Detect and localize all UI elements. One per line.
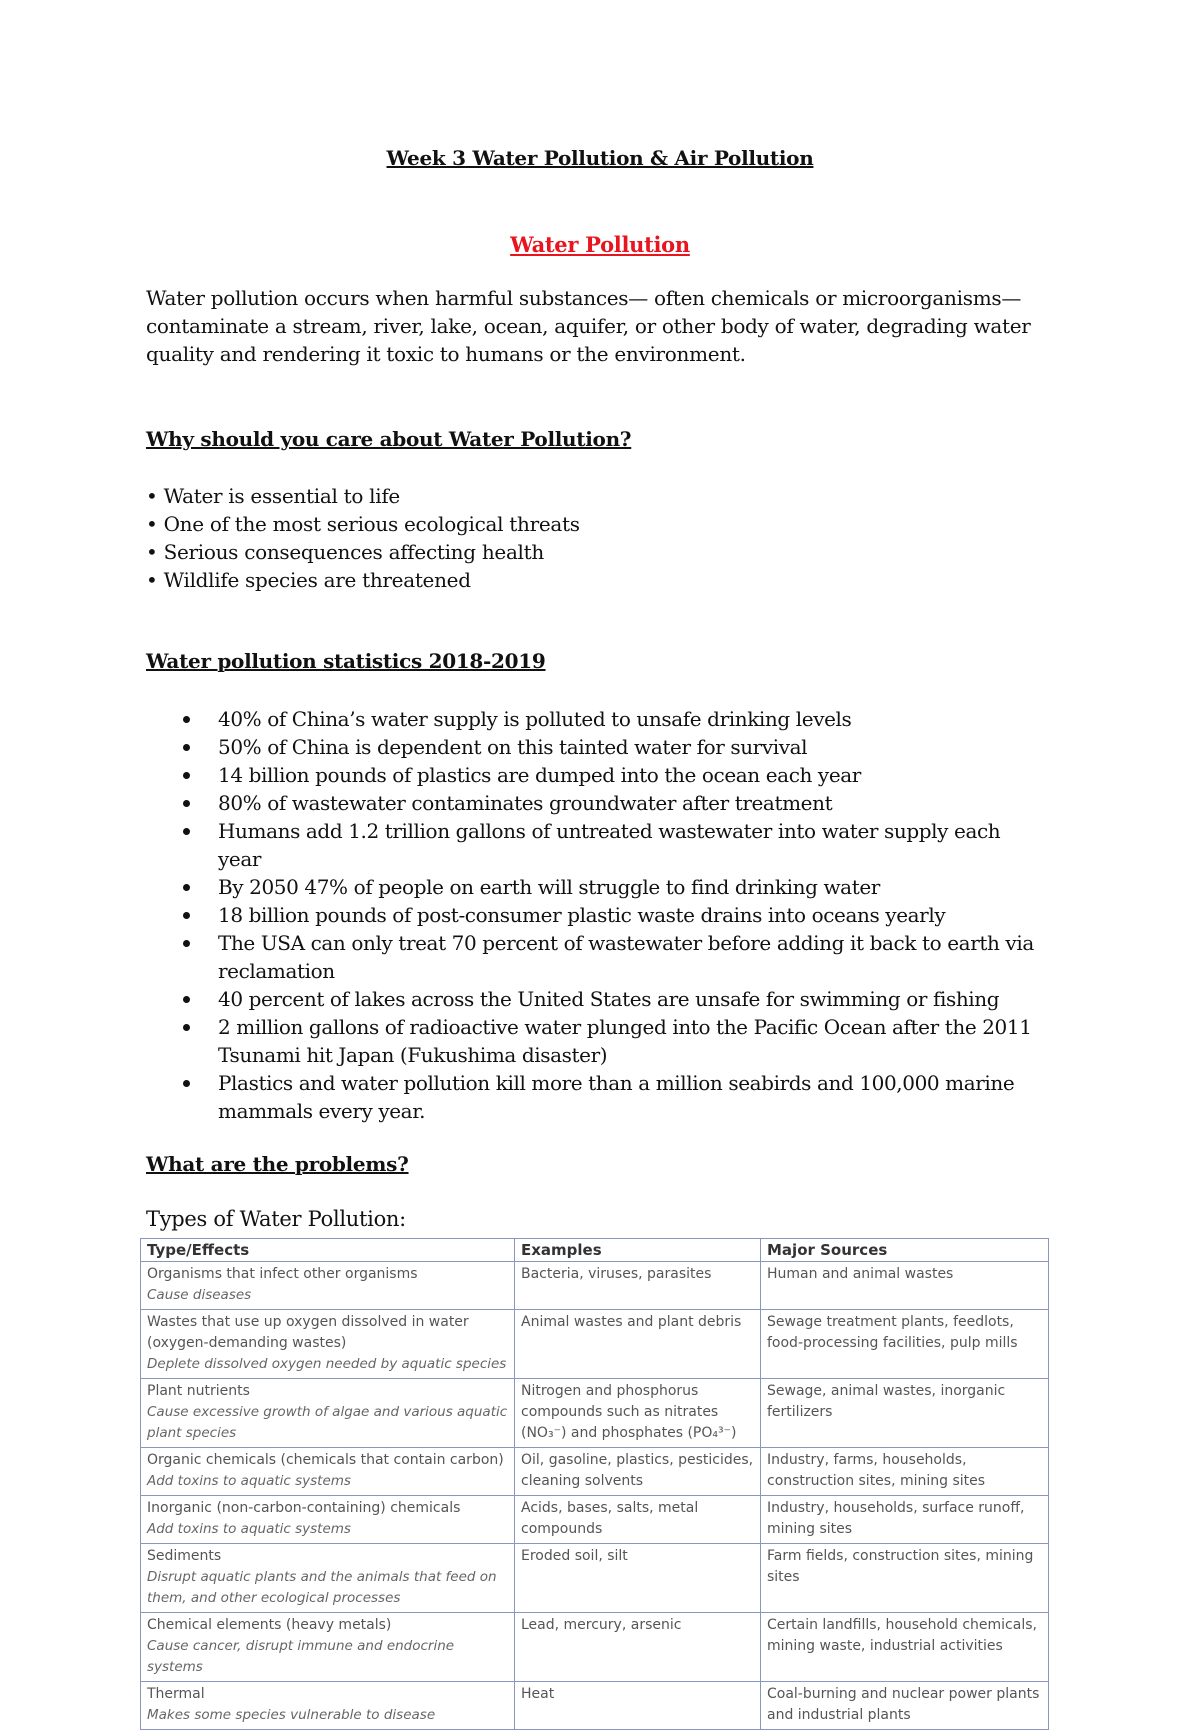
table-row — [141, 1262, 1049, 1310]
type-effect: Makes some species vulnerable to disease — [147, 1707, 436, 1723]
type-effect: Add toxins to aquatic systems — [147, 1473, 351, 1489]
list-item: • Serious consequences affecting health — [146, 538, 580, 566]
stats-heading: Water pollution statistics 2018-2019 — [146, 649, 546, 673]
type-name: Organisms that infect other organisms — [147, 1266, 418, 1282]
type-name: Thermal — [147, 1686, 205, 1702]
section-title: Water Pollution — [510, 232, 690, 257]
examples-cell: Acids, bases, salts, metal compounds — [515, 1496, 761, 1544]
type-cell — [141, 1310, 515, 1379]
type-effect: Cause diseases — [147, 1287, 252, 1303]
type-effect: Add toxins to aquatic systems — [147, 1521, 351, 1537]
list-item: • One of the most serious ecological threats — [146, 510, 580, 538]
examples-cell: Oil, gasoline, plastics, pesticides, cleaning solvents — [515, 1448, 761, 1496]
type-cell — [141, 1496, 515, 1544]
list-item: Plastics and water pollution kill more than a million seabirds and 100,000 marine mammals every year. — [146, 1069, 1046, 1125]
list-item: • Water is essential to life — [146, 482, 580, 510]
type-name: Sediments — [147, 1548, 222, 1564]
type-cell — [141, 1262, 515, 1310]
examples-cell: Animal wastes and plant debris — [515, 1310, 761, 1379]
table-caption: Types of Water Pollution: — [146, 1207, 406, 1231]
type-cell — [141, 1448, 515, 1496]
type-name: Plant nutrients — [147, 1383, 250, 1399]
list-item: 18 billion pounds of post-consumer plastic waste drains into oceans yearly — [146, 901, 1046, 929]
examples-cell: Lead, mercury, arsenic — [515, 1613, 761, 1682]
why-heading: Why should you care about Water Pollution? — [146, 427, 632, 451]
column-header: Major Sources — [761, 1239, 1049, 1262]
stats-list — [146, 705, 1046, 1125]
examples-cell: Bacteria, viruses, parasites — [515, 1262, 761, 1310]
type-cell — [141, 1544, 515, 1613]
document-title: Week 3 Water Pollution & Air Pollution — [386, 146, 814, 170]
table-row — [141, 1496, 1049, 1544]
examples-cell: Eroded soil, silt — [515, 1544, 761, 1613]
list-item: 80% of wastewater contaminates groundwater after treatment — [146, 789, 1046, 817]
sources-cell: Industry, farms, households, construction sites, mining sites — [761, 1448, 1049, 1496]
type-cell — [141, 1613, 515, 1682]
list-item: The USA can only treat 70 percent of wastewater before adding it back to earth via reclamation — [146, 929, 1046, 985]
table-row — [141, 1310, 1049, 1379]
examples-cell: Nitrogen and phosphorus compounds such as nitrates (NO₃⁻) and phosphates (PO₄³⁻) — [515, 1379, 761, 1448]
table-row — [141, 1682, 1049, 1730]
type-effect: Disrupt aquatic plants and the animals that feed on them, and other ecological processes — [147, 1569, 497, 1606]
list-item: 2 million gallons of radioactive water plunged into the Pacific Ocean after the 2011 Tsunami hit Japan (Fukushima disaster) — [146, 1013, 1046, 1069]
why-list — [146, 482, 580, 594]
type-name: Wastes that use up oxygen dissolved in water (oxygen-demanding wastes) — [147, 1314, 469, 1351]
sources-cell: Industry, households, surface runoff, mining sites — [761, 1496, 1049, 1544]
sources-cell: Sewage, animal wastes, inorganic fertilizers — [761, 1379, 1049, 1448]
list-item: 50% of China is dependent on this tainted water for survival — [146, 733, 1046, 761]
table-row — [141, 1613, 1049, 1682]
table-row — [141, 1448, 1049, 1496]
table-header-row — [141, 1239, 1049, 1262]
list-item: 40 percent of lakes across the United States are unsafe for swimming or fishing — [146, 985, 1046, 1013]
sources-cell: Human and animal wastes — [761, 1262, 1049, 1310]
type-name: Chemical elements (heavy metals) — [147, 1617, 392, 1633]
sources-cell: Farm fields, construction sites, mining sites — [761, 1544, 1049, 1613]
list-item: Humans add 1.2 trillion gallons of untreated wastewater into water supply each year — [146, 817, 1046, 873]
intro-paragraph: Water pollution occurs when harmful substances— often chemicals or microorganisms— contaminate a stream, river, lake, ocean, aquifer, or other body of water, degrading water quality and rendering it toxic to humans or the environment. — [146, 286, 1031, 366]
type-effect: Deplete dissolved oxygen needed by aquatic species — [147, 1356, 507, 1372]
list-item: 40% of China’s water supply is polluted to unsafe drinking levels — [146, 705, 1046, 733]
column-header: Type/Effects — [141, 1239, 515, 1262]
problems-heading: What are the problems? — [146, 1152, 409, 1176]
list-item: 14 billion pounds of plastics are dumped into the ocean each year — [146, 761, 1046, 789]
table-row — [141, 1544, 1049, 1613]
list-item: By 2050 47% of people on earth will struggle to find drinking water — [146, 873, 1046, 901]
type-cell — [141, 1682, 515, 1730]
sources-cell: Certain landfills, household chemicals, mining waste, industrial activities — [761, 1613, 1049, 1682]
table-row — [141, 1379, 1049, 1448]
sources-cell: Sewage treatment plants, feedlots, food-processing facilities, pulp mills — [761, 1310, 1049, 1379]
type-effect: Cause cancer, disrupt immune and endocrine systems — [147, 1638, 455, 1675]
examples-cell: Heat — [515, 1682, 761, 1730]
column-header: Examples — [515, 1239, 761, 1262]
type-effect: Cause excessive growth of algae and various aquatic plant species — [147, 1404, 508, 1441]
water-pollution-table — [140, 1238, 1049, 1730]
type-cell — [141, 1379, 515, 1448]
list-item: • Wildlife species are threatened — [146, 566, 580, 594]
type-name: Inorganic (non-carbon-containing) chemicals — [147, 1500, 461, 1516]
type-name: Organic chemicals (chemicals that contain carbon) — [147, 1452, 504, 1468]
sources-cell: Coal-burning and nuclear power plants and industrial plants — [761, 1682, 1049, 1730]
